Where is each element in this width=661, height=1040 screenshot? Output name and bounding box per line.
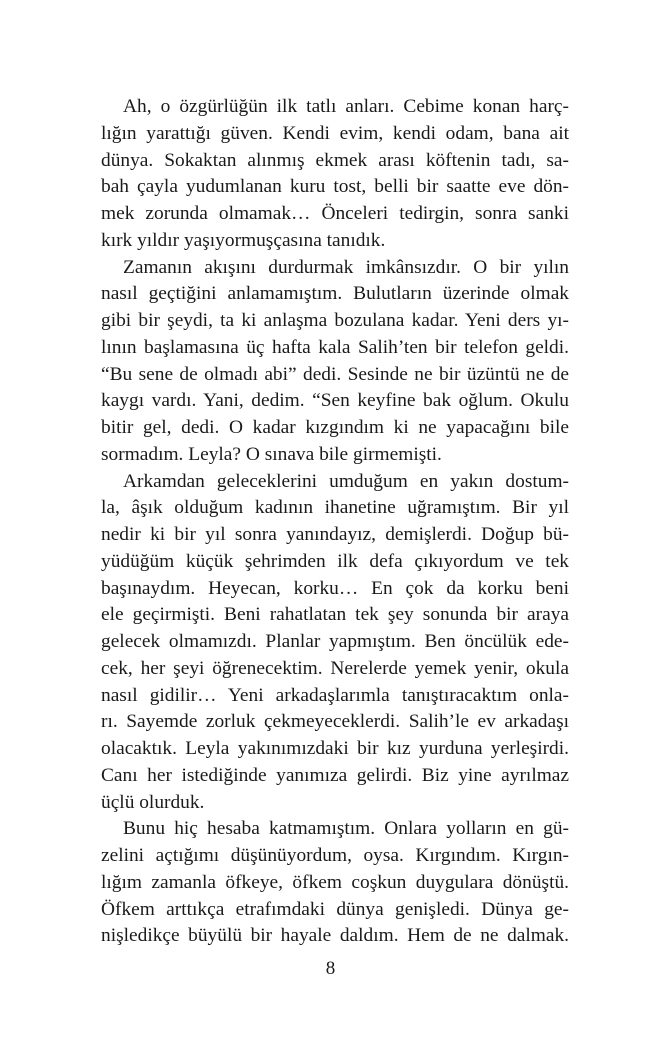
paragraph-2	[101, 255, 569, 469]
text-line: kaygı vardı. Yani, dedim. “Sen keyfine bak oğlum. Okulu	[101, 390, 569, 412]
text-line: yüdüğüm küçük şehrimden ilk defa çıkıyordum ve tek	[101, 550, 569, 572]
paragraph-3	[101, 469, 569, 817]
text-line: Ah, o özgürlüğün ilk tatlı anları. Cebime konan harç-	[123, 96, 569, 117]
text-line: cek, her şeyi öğrenecektim. Nerelerde yemek yenir, okula	[101, 657, 569, 679]
text-line: nasıl geçtiğini anlamamıştım. Bulutların üzerinde olmak	[101, 283, 569, 305]
text-line: gibi bir şeydi, ta ki anlaşma bozulana kadar. Yeni ders yı-	[101, 310, 569, 331]
text-line: “Bu sene de olmadı abi” dedi. Sesinde ne bir üzüntü ne de	[101, 363, 569, 385]
text-line: Öfkem arttıkça etrafımdaki dünya genişledi. Dünya ge-	[101, 898, 569, 920]
book-page-body	[101, 94, 569, 950]
text-line: bah çayla yudumlanan kuru tost, belli bir saatte eve dön-	[101, 176, 569, 198]
text-line: Arkamdan geleceklerini umduğum en yakın dostum-	[123, 470, 569, 492]
text-line: lının başlamasına üç hafta kala Salih’ten bir telefon geldi.	[101, 336, 569, 358]
text-line: gelecek olmamızdı. Planlar yapmıştım. Ben öncülük ede-	[101, 631, 569, 652]
text-line: dünya. Sokaktan alınmış ekmek arası köftenin tadı, sa-	[101, 149, 569, 171]
text-line: Zamanın akışını durdurmak imkânsızdır. O bir yılın	[123, 256, 569, 278]
text-line: lığın yarattığı güven. Kendi evim, kendi odam, bana ait	[101, 122, 569, 144]
text-line: bitir gel, dedi. O kadar kızgındım ki ne yapacağını bile	[101, 417, 569, 438]
text-line: mek zorunda olmamak… Önceleri tedirgin, sonra sanki	[101, 203, 569, 224]
text-line: lığım zamanla öfkeye, öfkem coşkun duygulara dönüştü.	[101, 871, 569, 893]
text-line: nasıl gidilir… Yeni arkadaşlarımla tanıştıracaktım onla-	[101, 684, 569, 706]
text-line: başınaydım. Heyecan, korku… En çok da korku beni	[101, 577, 569, 599]
paragraph-4	[101, 816, 569, 950]
page-number: 8	[325, 958, 336, 979]
text-line: la, âşık olduğum kadının ihanetine uğramıştım. Bir yıl	[101, 497, 569, 519]
text-line: kırk yıldır yaşıyormuşçasına tanıdık.	[101, 229, 386, 251]
text-line: Bunu hiç hesaba katmamıştım. Onlara yolların en gü-	[123, 818, 569, 840]
paragraph-1	[101, 94, 569, 255]
text-line: Canı her istediğinde yanımıza gelirdi. Biz yine ayrılmaz	[101, 764, 569, 786]
text-line: rı. Sayemde zorluk çekmeyeceklerdi. Salih’le ev arkadaşı	[101, 711, 569, 733]
text-line: üçlü olurduk.	[101, 791, 205, 813]
text-line: nişledikçe büyülü bir hayale daldım. Hem de ne dalmak.	[101, 925, 569, 947]
text-line: zelini açtığımı düşünüyordum, oysa. Kırgındım. Kırgın-	[101, 845, 569, 866]
text-line: olacaktık. Leyla yakınımızdaki bir kız yurduna yerleşirdi.	[101, 738, 569, 759]
text-line: sormadım. Leyla? O sınava bile girmemişti.	[101, 443, 442, 465]
text-line: nedir ki bir yıl sonra yanındayız, demişlerdi. Doğup bü-	[101, 524, 569, 545]
text-line: ele geçirmişti. Beni rahatlatan tek şey sonunda bir araya	[101, 604, 569, 626]
